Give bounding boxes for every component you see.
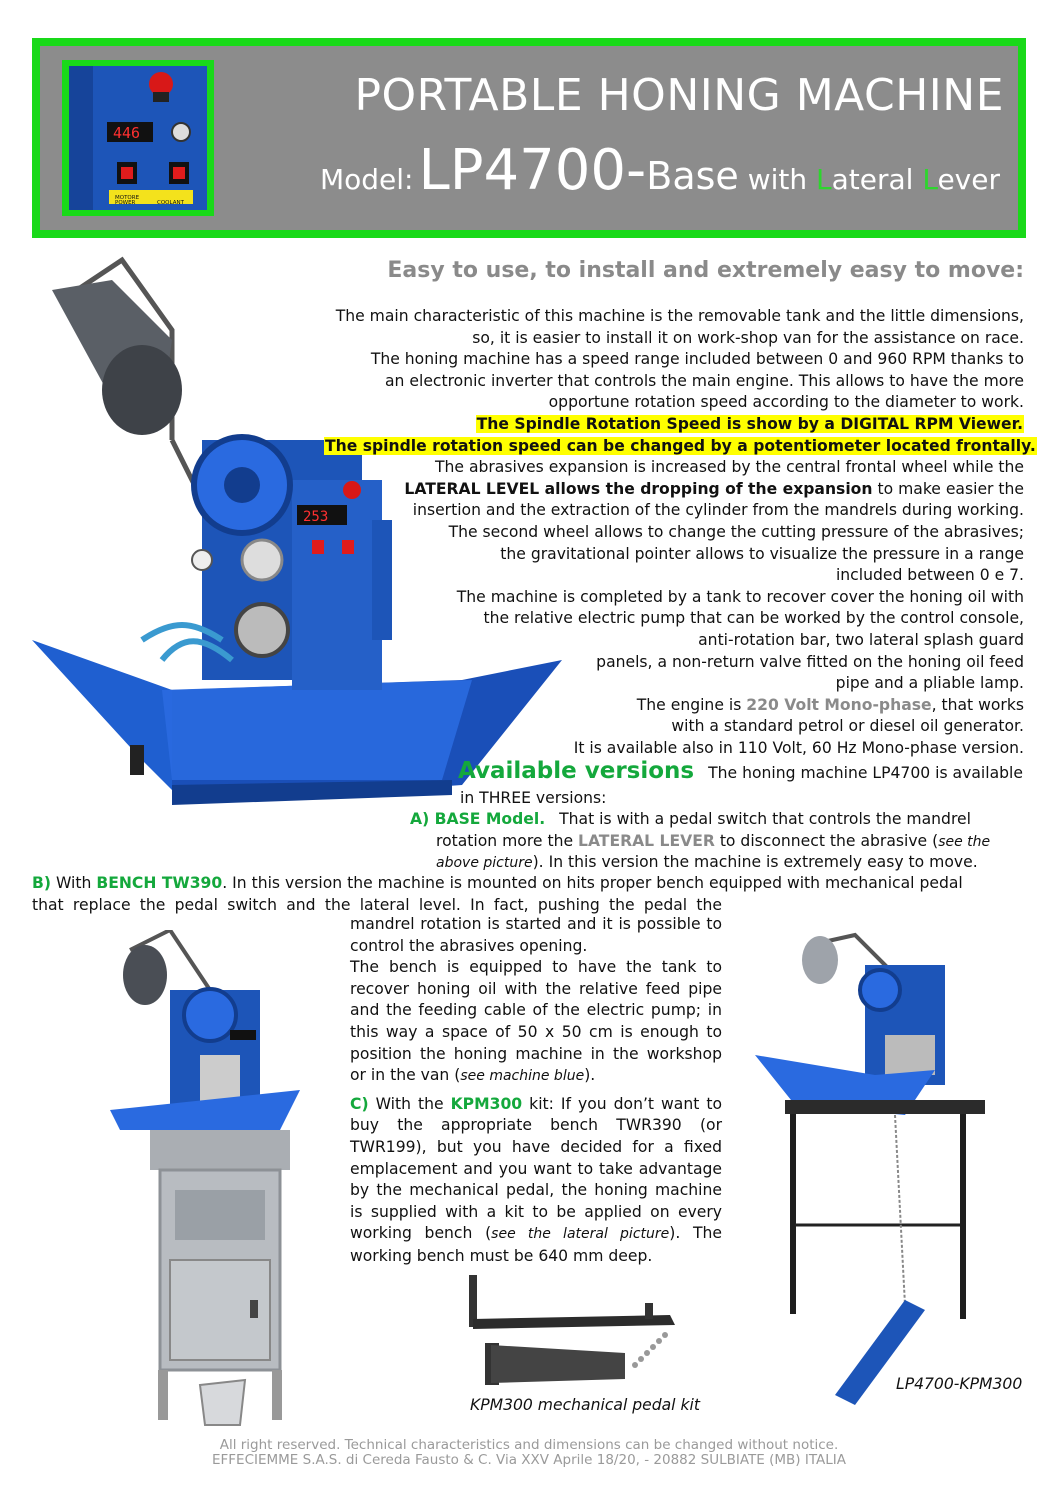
intro-line: insertion and the extraction of the cylinder from the mandrels during working. [412, 501, 1024, 520]
version-b-label: B) [32, 874, 52, 892]
version-b-text: With [51, 874, 97, 892]
intro-line: opportune rotation speed according to the diameter to work. [548, 393, 1024, 412]
version-b-text: mandrel rotation is started and it is possible to control the abrasives opening. [350, 915, 722, 955]
intro-line: an electronic inverter that controls the main engine. This allows to have the more [385, 371, 1024, 390]
version-b-italic: see machine blue [460, 1068, 585, 1085]
intro-line: so, it is easier to install it on work-shop van for the assistance on race. [472, 328, 1024, 347]
intro-line: pipe and a pliable lamp. [835, 674, 1024, 693]
version-a-italic: above picture [436, 855, 533, 871]
version-b-text: . In this version the machine is mounted on hits proper bench equipped with mechanical pedal [222, 874, 963, 892]
lateral-level-bold: LATERAL LEVEL allows the dropping of the expansion [404, 479, 873, 498]
intro-line: the gravitational pointer allows to visualize the pressure in a range [500, 544, 1024, 563]
kpm300-label: KPM300 [450, 1094, 523, 1113]
intro-line: to make easier the [872, 479, 1024, 498]
version-a-italic: see the [938, 834, 991, 850]
kit-caption: KPM300 mechanical pedal kit [470, 1396, 700, 1414]
lp4700-kpm300-photo [755, 925, 995, 1425]
intro-line: The main characteristic of this machine is the removable tank and the little dimensions, [335, 307, 1024, 325]
intro-line: , that works [931, 695, 1024, 714]
version-a-line3 [436, 853, 978, 871]
version-a-text: ). In this version the machine is extremely easy to move. [532, 853, 978, 871]
version-c-label: C) [350, 1094, 369, 1113]
version-a-line2 [436, 832, 990, 850]
highlight-potentiometer: The spindle rotation speed can be changed by a potentiometer located frontally. [325, 436, 1036, 455]
intro-paragraph [324, 306, 1036, 759]
version-b-line2: that replace the pedal switch and the lateral level. In fact, pushing the pedal the [32, 896, 722, 914]
version-b-text: The bench is equipped to have the tank to recover honing oil with the relative feed pipe and the feeding cable of the electric pump; in this way a space of 50 x 50 cm is enough to position the honing machine in the workshop or in the van ( [350, 958, 722, 1085]
version-c-italic: see the lateral picture [491, 1226, 670, 1243]
intro-line: The machine is completed by a tank to recover cover the honing oil with [456, 587, 1024, 606]
lateral-word: ateral [831, 163, 923, 196]
rpm-display-text: 446 [113, 124, 141, 142]
intro-line: The honing machine has a speed range included between 0 and 960 RPM thanks to [370, 350, 1024, 369]
section-subtitle: Easy to use, to install and extremely easy to move: [387, 258, 1024, 283]
thumb-label-motore: MOTORE [115, 195, 140, 201]
model-base: Base [646, 154, 739, 198]
intro-line: with a standard petrol or diesel oil generator. [671, 717, 1024, 736]
thumb-label-power: POWER [115, 200, 136, 206]
version-a-text: to disconnect the abrasive ( [714, 832, 939, 850]
version-b-text: ). [584, 1066, 596, 1085]
model-with: with [738, 163, 817, 196]
page-title: PORTABLE HONING MACHINE [354, 70, 1004, 121]
version-c-text: kit: If you don’t want to buy the appropriate bench TWR390 (or TWR199), but you have decided for a fixed emplacement and you want to take advantage by the mechanical pedal, the honing machine is supplied with a kit to be applied on every working bench ( [350, 1094, 722, 1243]
lever-initial: L [922, 163, 938, 196]
highlight-rpm-viewer: The Spindle Rotation Speed is show by a DIGITAL RPM Viewer. [476, 414, 1023, 433]
control-panel-image [69, 66, 207, 210]
bench-tw390-photo [100, 930, 310, 1430]
intro-line: The second wheel allows to change the cutting pressure of the abrasives; [448, 522, 1024, 541]
intro-line: the relative electric pump that can be worked by the control console, [483, 609, 1024, 628]
intro-line: panels, a non-return valve fitted on the honing oil feed [596, 652, 1024, 671]
versions-column [350, 914, 722, 1268]
kpm300-kit-photo [465, 1275, 695, 1395]
lateral-lever-label: LATERAL LEVER [578, 832, 715, 850]
bench-tw390-label: BENCH TW390 [96, 874, 223, 892]
intro-line: included between 0 e 7. [835, 566, 1024, 585]
version-a-line1 [410, 810, 971, 828]
intro-line: The abrasives expansion is increased by the central frontal wheel while the [434, 458, 1024, 477]
version-c-text: ). The working bench must be 640 mm deep. [350, 1224, 722, 1265]
model-title [320, 138, 1000, 203]
version-a-label: A) BASE Model. [410, 810, 546, 828]
versions-intro: The honing machine LP4700 is available [708, 764, 1023, 782]
thumb-label-coolant: COOLANT [157, 200, 184, 206]
kpm300-caption: LP4700-KPM300 [896, 1375, 1023, 1393]
version-c-text: With the [368, 1094, 451, 1113]
lateral-initial: L [816, 163, 832, 196]
model-code: LP4700- [418, 138, 647, 203]
footer-disclaimer: All right reserved. Technical characteristics and dimensions can be changed without notice. [219, 1437, 839, 1453]
version-b-line1 [32, 874, 963, 892]
lever-word: ever [937, 163, 1000, 196]
version-a-text: rotation more the [436, 832, 579, 850]
intro-line: The engine is [636, 695, 747, 714]
model-label: Model: [319, 163, 414, 196]
footer-company-address: EFFECIEMME S.A.S. di Cereda Fausto & C. Via XXV Aprile 18/20, - 20882 SULBIATE (MB) ITALIA [211, 1452, 846, 1468]
versions-intro-2: in THREE versions: [460, 789, 607, 807]
header-banner [32, 38, 1026, 238]
intro-line: anti-rotation bar, two lateral splash guard [698, 630, 1024, 649]
voltage-spec: 220 Volt Mono-phase [746, 695, 932, 714]
available-versions-heading [458, 758, 1023, 784]
header-panel [40, 46, 1018, 230]
version-a-text: That is with a pedal switch that controls the mandrel [559, 810, 971, 828]
versions-title: Available versions [458, 758, 695, 784]
control-panel-thumbnail [62, 60, 214, 216]
photo-rpm-display: 253 [303, 509, 329, 525]
intro-line: It is available also in 110 Volt, 60 Hz Mono-phase version. [573, 738, 1024, 757]
